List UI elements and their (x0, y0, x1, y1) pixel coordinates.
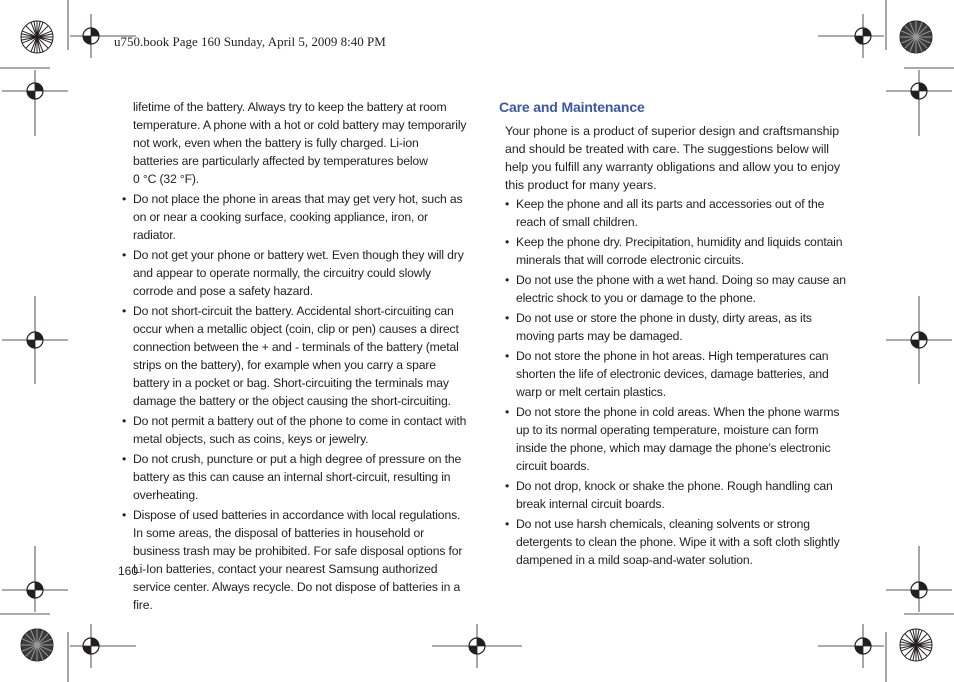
list-item: • Do not get your phone or battery wet. Even though they will dry and appear to operate normally, the circuitry could slowly corrode and pose a safety hazard. (122, 246, 467, 300)
file-info-line: u750.book Page 160 Sunday, April 5, 2009 8:40 PM (114, 34, 386, 49)
temperature-value: 0 °C (32 °F). (133, 172, 200, 186)
list-item: • Do not use the phone with a wet hand. Doing so may cause an electric shock to you or damage to the phone. (505, 271, 849, 307)
left-column (122, 98, 467, 616)
continued-paragraph (133, 98, 467, 188)
list-item: • Do not use harsh chemicals, cleaning solvents or strong detergents to clean the phone. Wipe it with a soft cloth slightly dampened in a mild soap-and-water solution. (505, 515, 849, 569)
list-item: • Do not use or store the phone in dusty, dirty areas, as its moving parts may be damaged. (505, 309, 849, 345)
list-item: • Do not short-circuit the battery. Accidental short-circuiting can occur when a metallic object (coin, clip or pen) causes a direct connection between the + and - terminals of the battery (metal strips on the battery), for example when you carry a spare battery in a pocket or bag. Short-circuiting the terminals may damage the battery or the object causing the short-circuiting. (122, 302, 467, 410)
list-item: • Do not store the phone in cold areas. When the phone warms up to its normal operating temperature, moisture can form inside the phone, which may damage the phone’s electronic circuit boards. (505, 403, 849, 475)
right-column (499, 98, 849, 571)
list-item: • Do not crush, puncture or put a high degree of pressure on the battery as this can cause an internal short-circuit, resulting in overheating. (122, 450, 467, 504)
page-number: 160 (118, 564, 139, 578)
section-intro: Your phone is a product of superior design and craftsmanship and should be treated with care. The suggestions below will help you fulfill any warranty obligations and allow you to enjoy this product for many years. (505, 124, 840, 192)
battery-precautions-list (122, 190, 467, 614)
list-item: • Keep the phone and all its parts and accessories out of the reach of small children. (505, 195, 849, 231)
care-tips-list (505, 195, 849, 569)
list-item: • Do not store the phone in hot areas. High temperatures can shorten the life of electronic devices, damage batteries, and warp or melt certain plastics. (505, 347, 849, 401)
list-item: • Keep the phone dry. Precipitation, humidity and liquids contain minerals that will corrode electronic circuits. (505, 233, 849, 269)
continued-text: lifetime of the battery. Always try to keep the battery at room temperature. A phone with a hot or cold battery may temporarily not work, even when the battery is fully charged. Li-ion batteries are particularly affected by temperatures below (133, 100, 467, 168)
list-item: • Do not place the phone in areas that may get very hot, such as on or near a cooking surface, cooking appliance, iron, or radiator. (122, 190, 467, 244)
list-item: • Do not permit a battery out of the phone to come in contact with metal objects, such as coins, keys or jewelry. (122, 412, 467, 448)
list-item: • Dispose of used batteries in accordance with local regulations. In some areas, the disposal of batteries in household or business trash may be prohibited. For safe disposal options for Li-Ion batteries, contact your nearest Samsung authorized service center. Always recycle. Do not dispose of batteries in a fire. (122, 506, 467, 614)
list-item: • Do not drop, knock or shake the phone. Rough handling can break internal circuit boards. (505, 477, 849, 513)
section-title: Care and Maintenance (499, 99, 645, 115)
